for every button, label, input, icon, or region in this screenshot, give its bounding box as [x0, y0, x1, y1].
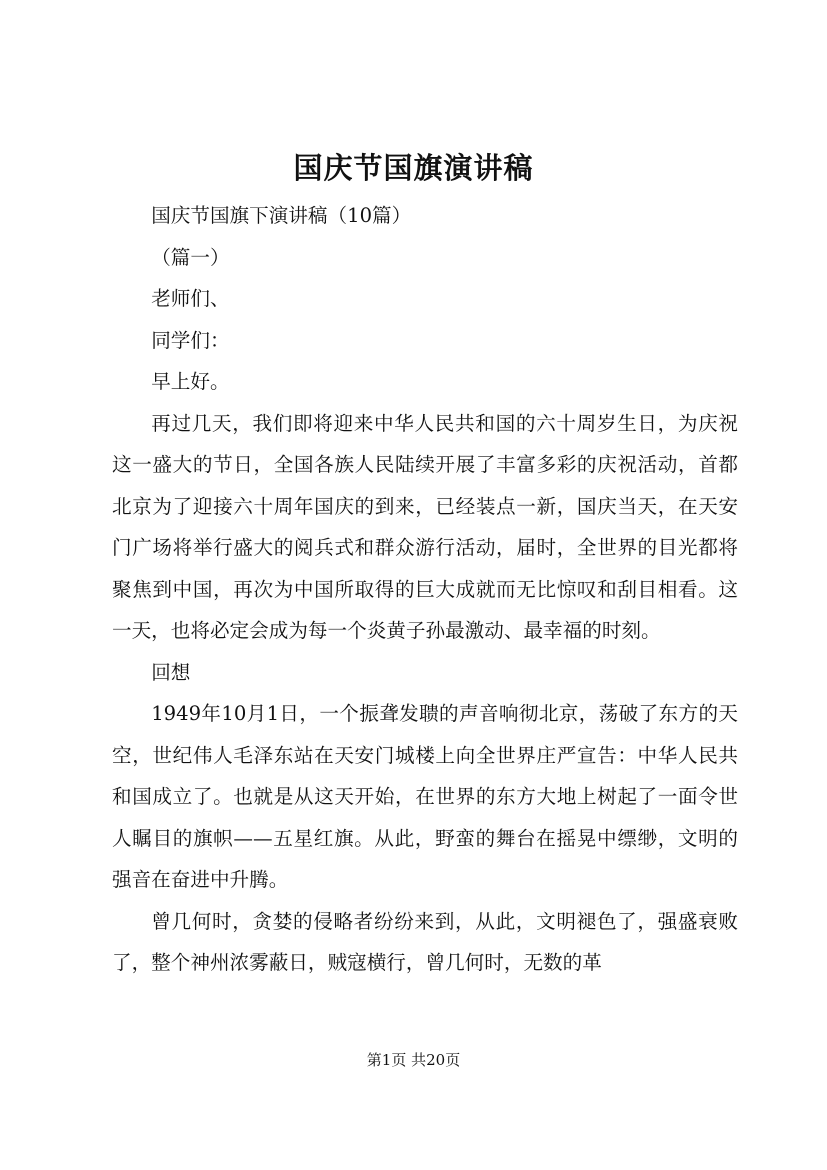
document-title: 国庆节国旗演讲稿 — [293, 151, 534, 185]
document-body — [112, 195, 738, 984]
body-paragraph: 回想 — [151, 660, 191, 684]
greeting-students-paragraph: 同学们： — [151, 328, 230, 352]
greeting-teachers-paragraph: 老师们、 — [151, 287, 230, 310]
body-paragraph: 1949年10月1日，一个振聋发聩的声音响彻北京，荡破了东方的天空，世纪伟人毛泽东站在天安门城楼上向全世界庄严宣告：中华人民共和国成立了。也就是从这天开始，在世界的东方大地上树起了一面令世人瞩目的旗帜——五星红旗。从此，野蛮的舞台在摇晃中缥缈，文明的强音在奋进中升腾。 — [112, 702, 738, 891]
body-paragraph: 再过几天，我们即将迎来中华人民共和国的六十周岁生日，为庆祝这一盛大的节日，全国各族人民陆续开展了丰富多彩的庆祝活动，首都北京为了迎接六十周年国庆的到来，已经装点一新，国庆当天，在天安门广场将举行盛大的阅兵式和群众游行活动，届时，全世界的目光都将聚焦到中国，再次为中国所取得的巨大成就而无比惊叹和刮目相看。这一天，也将必定会成为每一个炎黄子孙最激动、最幸福的时刻。 — [112, 411, 738, 642]
greeting-morning-paragraph: 早上好。 — [151, 370, 230, 393]
subtitle-paragraph: 国庆节国旗下演讲稿（10篇） — [151, 204, 412, 227]
body-paragraph: 曾几何时，贪婪的侵略者纷纷来到，从此，文明褪色了，强盛衰败了，整个神州浓雾蔽日，贼寇横行，曾几何时，无数的革 — [112, 909, 738, 974]
section-label-paragraph: （篇一） — [151, 245, 230, 269]
page-footer: 第1页 共20页 — [366, 1051, 461, 1069]
